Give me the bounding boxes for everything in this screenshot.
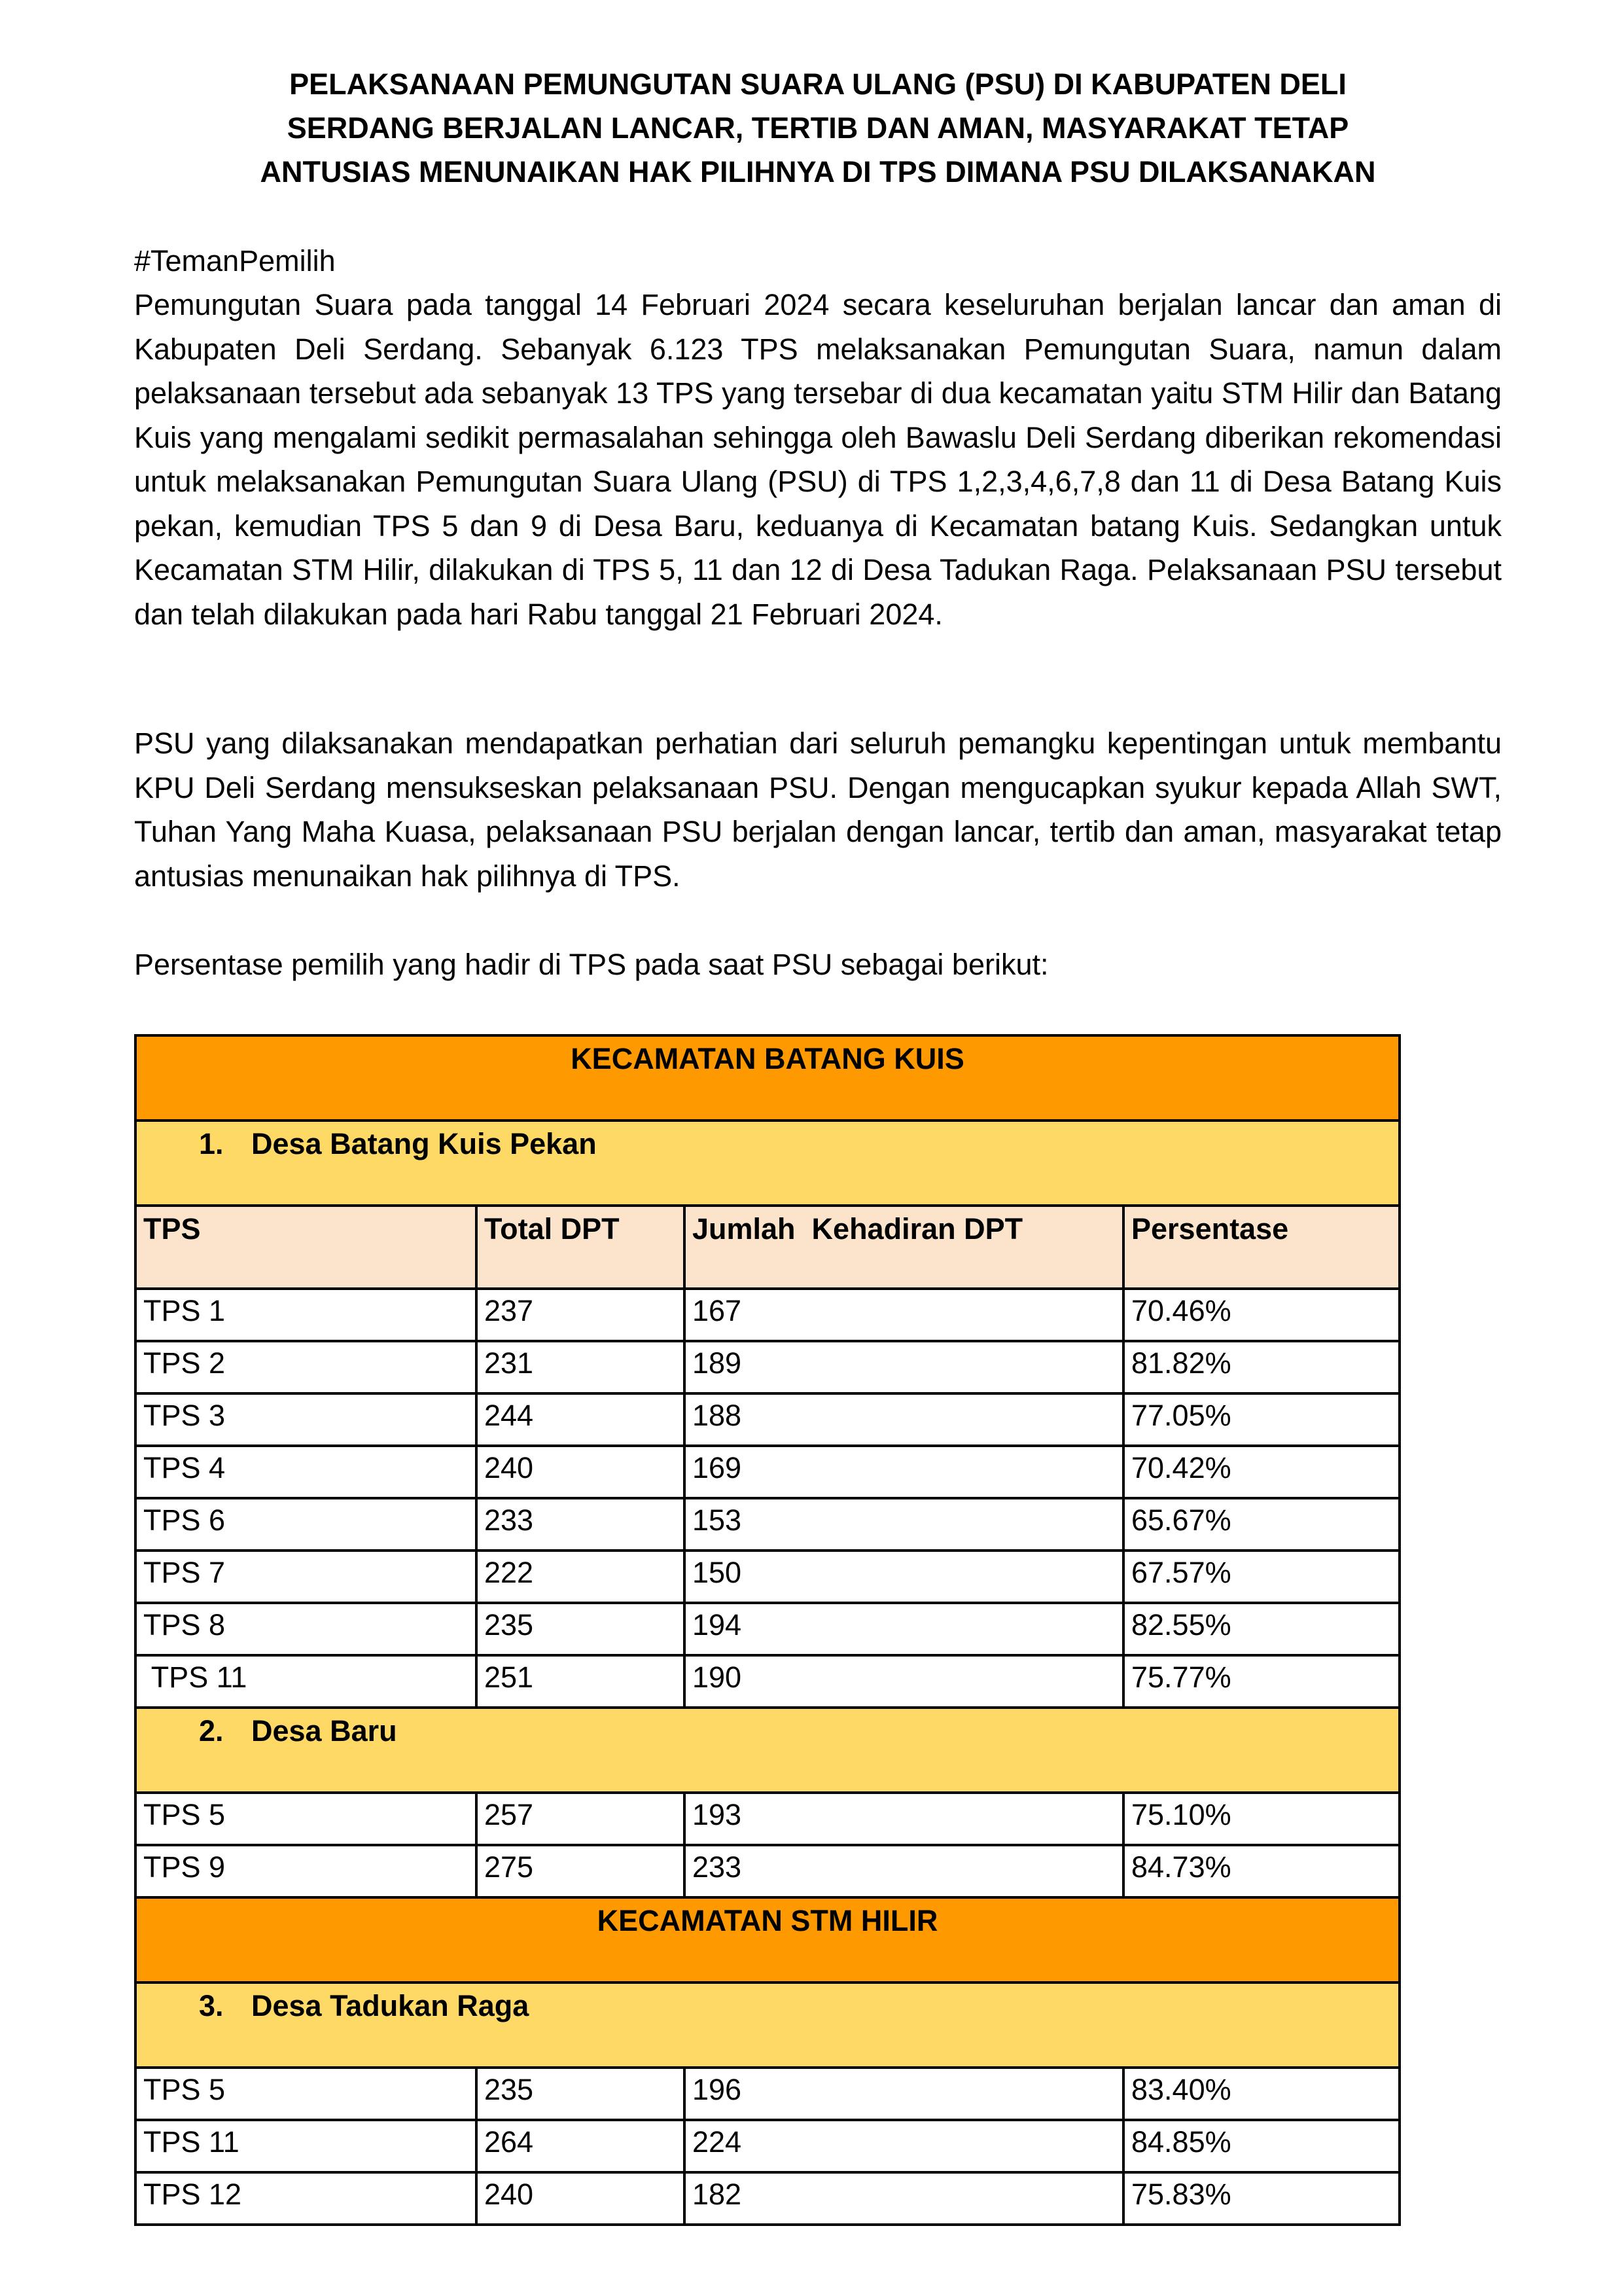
- cell-tps: TPS 11: [135, 1655, 476, 1708]
- cell-kehadiran: 196: [684, 2068, 1123, 2120]
- table-row: [135, 1793, 1400, 1845]
- paragraph-intro: Pemungutan Suara pada tanggal 14 Februari 2024 secara keseluruhan berjalan lancar dan aman di Kabupaten Deli Serdang. Sebanyak 6.123 TPS melaksanakan Pemungutan Suara, namun dalam pelaksanaan tersebut ada sebanyak 13 TPS yang tersebar di dua kecamatan yaitu STM Hilir dan Batang Kuis yang mengalami sedikit permasalahan sehingga oleh Bawaslu Deli Serdang diberikan rekomendasi untuk melaksanakan Pemungutan Suara Ulang (PSU) di TPS 1,2,3,4,6,7,8 dan 11 di Desa Batang Kuis pekan, kemudian TPS 5 dan 9 di Desa Baru, keduanya di Kecamatan batang Kuis. Sedangkan untuk Kecamatan STM Hilir, dilakukan di TPS 5, 11 dan 12 di Desa Tadukan Raga. Pelaksanaan PSU tersebut dan telah dilakukan pada hari Rabu tanggal 21 Februari 2024.: [134, 288, 1502, 631]
- cell-kehadiran: 224: [684, 2120, 1123, 2172]
- cell-persentase: 70.46%: [1123, 1289, 1400, 1341]
- desa-name: Desa Baru: [251, 1714, 397, 1748]
- cell-total-dpt: 231: [476, 1341, 684, 1393]
- cell-tps: TPS 12: [135, 2172, 476, 2225]
- cell-kehadiran: 190: [684, 1655, 1123, 1708]
- cell-persentase: 75.10%: [1123, 1793, 1400, 1845]
- cell-persentase: 67.57%: [1123, 1551, 1400, 1603]
- title-line-1: PELAKSANAAN PEMUNGUTAN SUARA ULANG (PSU) DI KABUPATEN DELI: [289, 67, 1347, 101]
- table-row: [135, 1603, 1400, 1655]
- kecamatan-name: KECAMATAN STM HILIR: [135, 1897, 1400, 1982]
- cell-tps: TPS 9: [135, 1845, 476, 1897]
- table-row: [135, 2068, 1400, 2120]
- cell-persentase: 84.85%: [1123, 2120, 1400, 2172]
- desa-number: 3.: [199, 1989, 224, 2022]
- table-row: [135, 1845, 1400, 1897]
- kecamatan-row: [135, 1897, 1400, 1982]
- table-row: [135, 1289, 1400, 1341]
- table-row: [135, 1498, 1400, 1551]
- desa-number: 2.: [199, 1714, 224, 1748]
- cell-total-dpt: 235: [476, 2068, 684, 2120]
- cell-kehadiran: 150: [684, 1551, 1123, 1603]
- cell-kehadiran: 194: [684, 1603, 1123, 1655]
- cell-persentase: 75.83%: [1123, 2172, 1400, 2225]
- cell-total-dpt: 240: [476, 1446, 684, 1498]
- header-tps: TPS: [135, 1206, 476, 1289]
- cell-persentase: 84.73%: [1123, 1845, 1400, 1897]
- table-row: [135, 1393, 1400, 1446]
- kecamatan-name: KECAMATAN BATANG KUIS: [135, 1035, 1400, 1121]
- desa-row: [135, 1121, 1400, 1206]
- cell-total-dpt: 264: [476, 2120, 684, 2172]
- paragraph-table-intro: Persentase pemilih yang hadir di TPS pada saat PSU sebagai berikut:: [134, 948, 1049, 981]
- table-row: [135, 1551, 1400, 1603]
- desa-row: [135, 1982, 1400, 2068]
- kecamatan-row: [135, 1035, 1400, 1121]
- cell-total-dpt: 257: [476, 1793, 684, 1845]
- cell-tps: TPS 3: [135, 1393, 476, 1446]
- cell-kehadiran: 233: [684, 1845, 1123, 1897]
- cell-persentase: 70.42%: [1123, 1446, 1400, 1498]
- title-line-3: ANTUSIAS MENUNAIKAN HAK PILIHNYA DI TPS DIMANA PSU DILAKSANAKAN: [260, 155, 1376, 188]
- cell-tps: TPS 11: [135, 2120, 476, 2172]
- cell-kehadiran: 169: [684, 1446, 1123, 1498]
- cell-persentase: 65.67%: [1123, 1498, 1400, 1551]
- header-persentase: Persentase: [1123, 1206, 1400, 1289]
- table-header-row: [135, 1206, 1400, 1289]
- cell-persentase: 77.05%: [1123, 1393, 1400, 1446]
- table-row: [135, 1655, 1400, 1708]
- cell-persentase: 83.40%: [1123, 2068, 1400, 2120]
- cell-persentase: 82.55%: [1123, 1603, 1400, 1655]
- desa-row: [135, 1708, 1400, 1793]
- desa-name: Desa Batang Kuis Pekan: [251, 1127, 597, 1160]
- table-row: [135, 2120, 1400, 2172]
- cell-tps: TPS 5: [135, 2068, 476, 2120]
- cell-kehadiran: 153: [684, 1498, 1123, 1551]
- header-total-dpt: Total DPT: [476, 1206, 684, 1289]
- cell-persentase: 81.82%: [1123, 1341, 1400, 1393]
- cell-tps: TPS 2: [135, 1341, 476, 1393]
- cell-total-dpt: 235: [476, 1603, 684, 1655]
- cell-kehadiran: 167: [684, 1289, 1123, 1341]
- cell-tps: TPS 8: [135, 1603, 476, 1655]
- document-title: [131, 62, 1505, 194]
- cell-tps: TPS 1: [135, 1289, 476, 1341]
- cell-total-dpt: 237: [476, 1289, 684, 1341]
- paragraph-support: PSU yang dilaksanakan mendapatkan perhatian dari seluruh pemangku kepentingan untuk membantu KPU Deli Serdang mensukseskan pelaksanaan PSU. Dengan mengucapkan syukur kepada Allah SWT, Tuhan Yang Maha Kuasa, pelaksanaan PSU berjalan dengan lancar, tertib dan aman, masyarakat tetap antusias menunaikan hak pilihnya di TPS.: [134, 726, 1502, 893]
- cell-tps: TPS 5: [135, 1793, 476, 1845]
- cell-total-dpt: 275: [476, 1845, 684, 1897]
- table-row: [135, 2172, 1400, 2225]
- cell-total-dpt: 244: [476, 1393, 684, 1446]
- cell-persentase: 75.77%: [1123, 1655, 1400, 1708]
- cell-kehadiran: 189: [684, 1341, 1123, 1393]
- cell-kehadiran: 188: [684, 1393, 1123, 1446]
- desa-name: Desa Tadukan Raga: [251, 1989, 529, 2022]
- cell-total-dpt: 251: [476, 1655, 684, 1708]
- header-kehadiran: Jumlah Kehadiran DPT: [684, 1206, 1123, 1289]
- cell-tps: TPS 6: [135, 1498, 476, 1551]
- cell-total-dpt: 222: [476, 1551, 684, 1603]
- cell-tps: TPS 7: [135, 1551, 476, 1603]
- cell-tps: TPS 4: [135, 1446, 476, 1498]
- table-row: [135, 1446, 1400, 1498]
- cell-kehadiran: 193: [684, 1793, 1123, 1845]
- turnout-table: [134, 1034, 1401, 2226]
- table-row: [135, 1341, 1400, 1393]
- cell-total-dpt: 240: [476, 2172, 684, 2225]
- cell-kehadiran: 182: [684, 2172, 1123, 2225]
- desa-number: 1.: [199, 1127, 224, 1160]
- hashtag: #TemanPemilih: [134, 244, 336, 278]
- title-line-2: SERDANG BERJALAN LANCAR, TERTIB DAN AMAN, MASYARAKAT TETAP: [287, 111, 1349, 145]
- cell-total-dpt: 233: [476, 1498, 684, 1551]
